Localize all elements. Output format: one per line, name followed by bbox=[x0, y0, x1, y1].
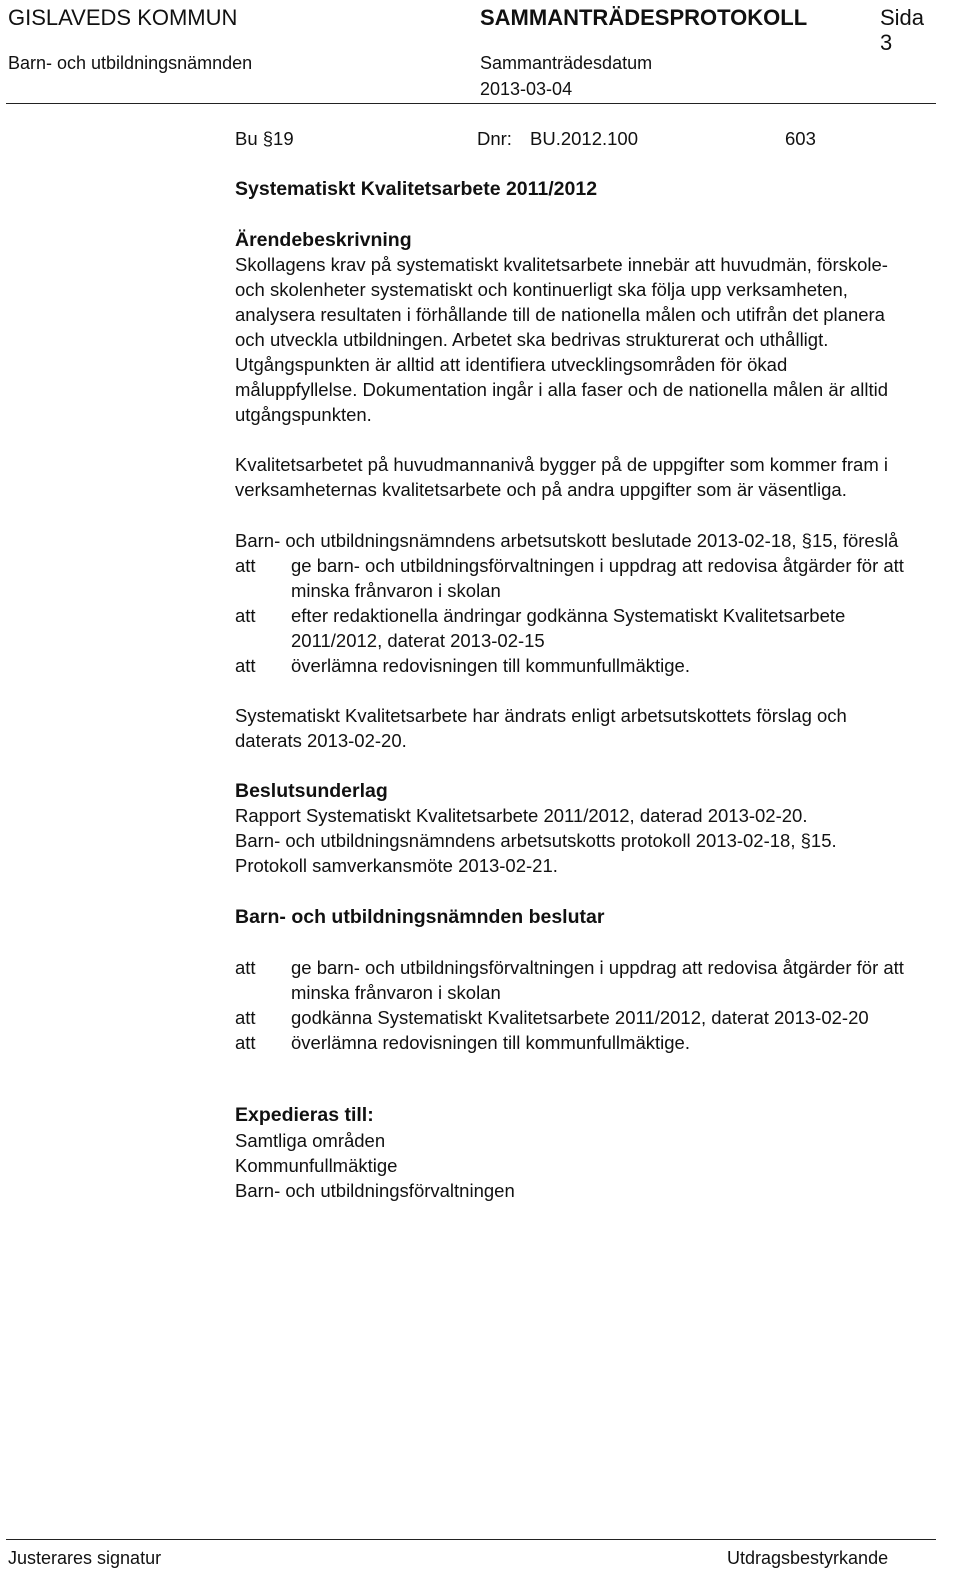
att-marker: att bbox=[235, 957, 256, 978]
text-line: Barn- och utbildningsnämndens arbetsutskott beslutade 2013-02-18, §15, föreslå bbox=[235, 530, 899, 551]
organization-name: GISLAVEDS KOMMUN bbox=[8, 5, 238, 30]
text-line: godkänna Systematiskt Kvalitetsarbete 2011/2012, daterat 2013-02-20 bbox=[291, 1007, 869, 1028]
text-line: utgångspunkten. bbox=[235, 404, 372, 425]
page-number: 3 bbox=[880, 30, 893, 55]
meeting-date-label: Sammanträdesdatum bbox=[480, 53, 653, 73]
document-type: SAMMANTRÄDESPROTOKOLL bbox=[480, 5, 808, 30]
text-line: Rapport Systematiskt Kvalitetsarbete 2011/2012, daterad 2013-02-20. bbox=[235, 805, 808, 826]
case-title: Systematiskt Kvalitetsarbete 2011/2012 bbox=[235, 178, 598, 200]
basis-heading: Beslutsunderlag bbox=[235, 780, 388, 802]
committee-name: Barn- och utbildningsnämnden bbox=[8, 53, 253, 73]
dnr-label: Dnr: bbox=[477, 128, 512, 149]
description-heading: Ärendebeskrivning bbox=[235, 229, 412, 251]
text-line: överlämna redovisningen till kommunfullmäktige. bbox=[291, 1032, 690, 1053]
page-label: Sida bbox=[880, 5, 925, 30]
text-line: och skolenheter systematiskt och kontinuerligt ska följa upp verksamheten, bbox=[235, 279, 848, 300]
header-divider bbox=[6, 103, 936, 104]
text-line: ge barn- och utbildningsförvaltningen i uppdrag att redovisa åtgärder för att bbox=[291, 555, 904, 576]
att-marker: att bbox=[235, 1007, 256, 1028]
att-marker: att bbox=[235, 1032, 256, 1053]
adjuster-signature-label: Justerares signatur bbox=[8, 1548, 162, 1568]
text-line: Samtliga områden bbox=[235, 1130, 386, 1151]
text-line: överlämna redovisningen till kommunfullmäktige. bbox=[291, 655, 690, 676]
extract-certification-label: Utdragsbestyrkande bbox=[727, 1548, 889, 1568]
decision-heading: Barn- och utbildningsnämnden beslutar bbox=[235, 906, 605, 928]
text-line: efter redaktionella ändringar godkänna Systematiskt Kvalitetsarbete bbox=[291, 605, 846, 626]
meeting-date: 2013-03-04 bbox=[480, 79, 573, 99]
dnr-number: BU.2012.100 bbox=[530, 128, 639, 149]
text-line: minska frånvaron i skolan bbox=[291, 580, 501, 601]
text-line: Barn- och utbildningsnämndens arbetsutskotts protokoll 2013-02-18, §15. bbox=[235, 830, 837, 851]
text-line: Systematiskt Kvalitetsarbete har ändrats enligt arbetsutskottets förslag och bbox=[235, 705, 847, 726]
text-line: analysera resultaten i förhållande till de nationella målen och utifrån det planera bbox=[235, 304, 885, 325]
text-line: 2011/2012, daterat 2013-02-15 bbox=[291, 630, 545, 651]
text-line: minska frånvaron i skolan bbox=[291, 982, 501, 1003]
att-marker: att bbox=[235, 655, 256, 676]
att-marker: att bbox=[235, 555, 256, 576]
dispatch-heading: Expedieras till: bbox=[235, 1104, 374, 1126]
text-line: Barn- och utbildningsförvaltningen bbox=[235, 1180, 515, 1201]
text-line: Kommunfullmäktige bbox=[235, 1155, 398, 1176]
text-line: verksamheternas kvalitetsarbete och på andra uppgifter som är väsentliga. bbox=[235, 479, 847, 500]
text-line: och utveckla utbildningen. Arbetet ska bedrivas strukturerat och uthålligt. bbox=[235, 329, 829, 350]
text-line: Skollagens krav på systematiskt kvalitetsarbete innebär att huvudmän, förskole- bbox=[235, 254, 888, 275]
case-paragraph: Bu §19 bbox=[235, 128, 294, 149]
text-line: daterats 2013-02-20. bbox=[235, 730, 407, 751]
footer-divider bbox=[6, 1539, 936, 1540]
att-marker: att bbox=[235, 605, 256, 626]
text-line: Protokoll samverkansmöte 2013-02-21. bbox=[235, 855, 558, 876]
text-line: måluppfyllelse. Dokumentation ingår i alla faser och de nationella målen är alltid bbox=[235, 379, 889, 400]
text-line: Utgångspunkten är alltid att identifiera utvecklingsområden för ökad bbox=[235, 354, 788, 375]
text-line: ge barn- och utbildningsförvaltningen i uppdrag att redovisa åtgärder för att bbox=[291, 957, 904, 978]
case-code: 603 bbox=[785, 128, 816, 149]
text-line: Kvalitetsarbetet på huvudmannanivå bygger på de uppgifter som kommer fram i bbox=[235, 454, 888, 475]
